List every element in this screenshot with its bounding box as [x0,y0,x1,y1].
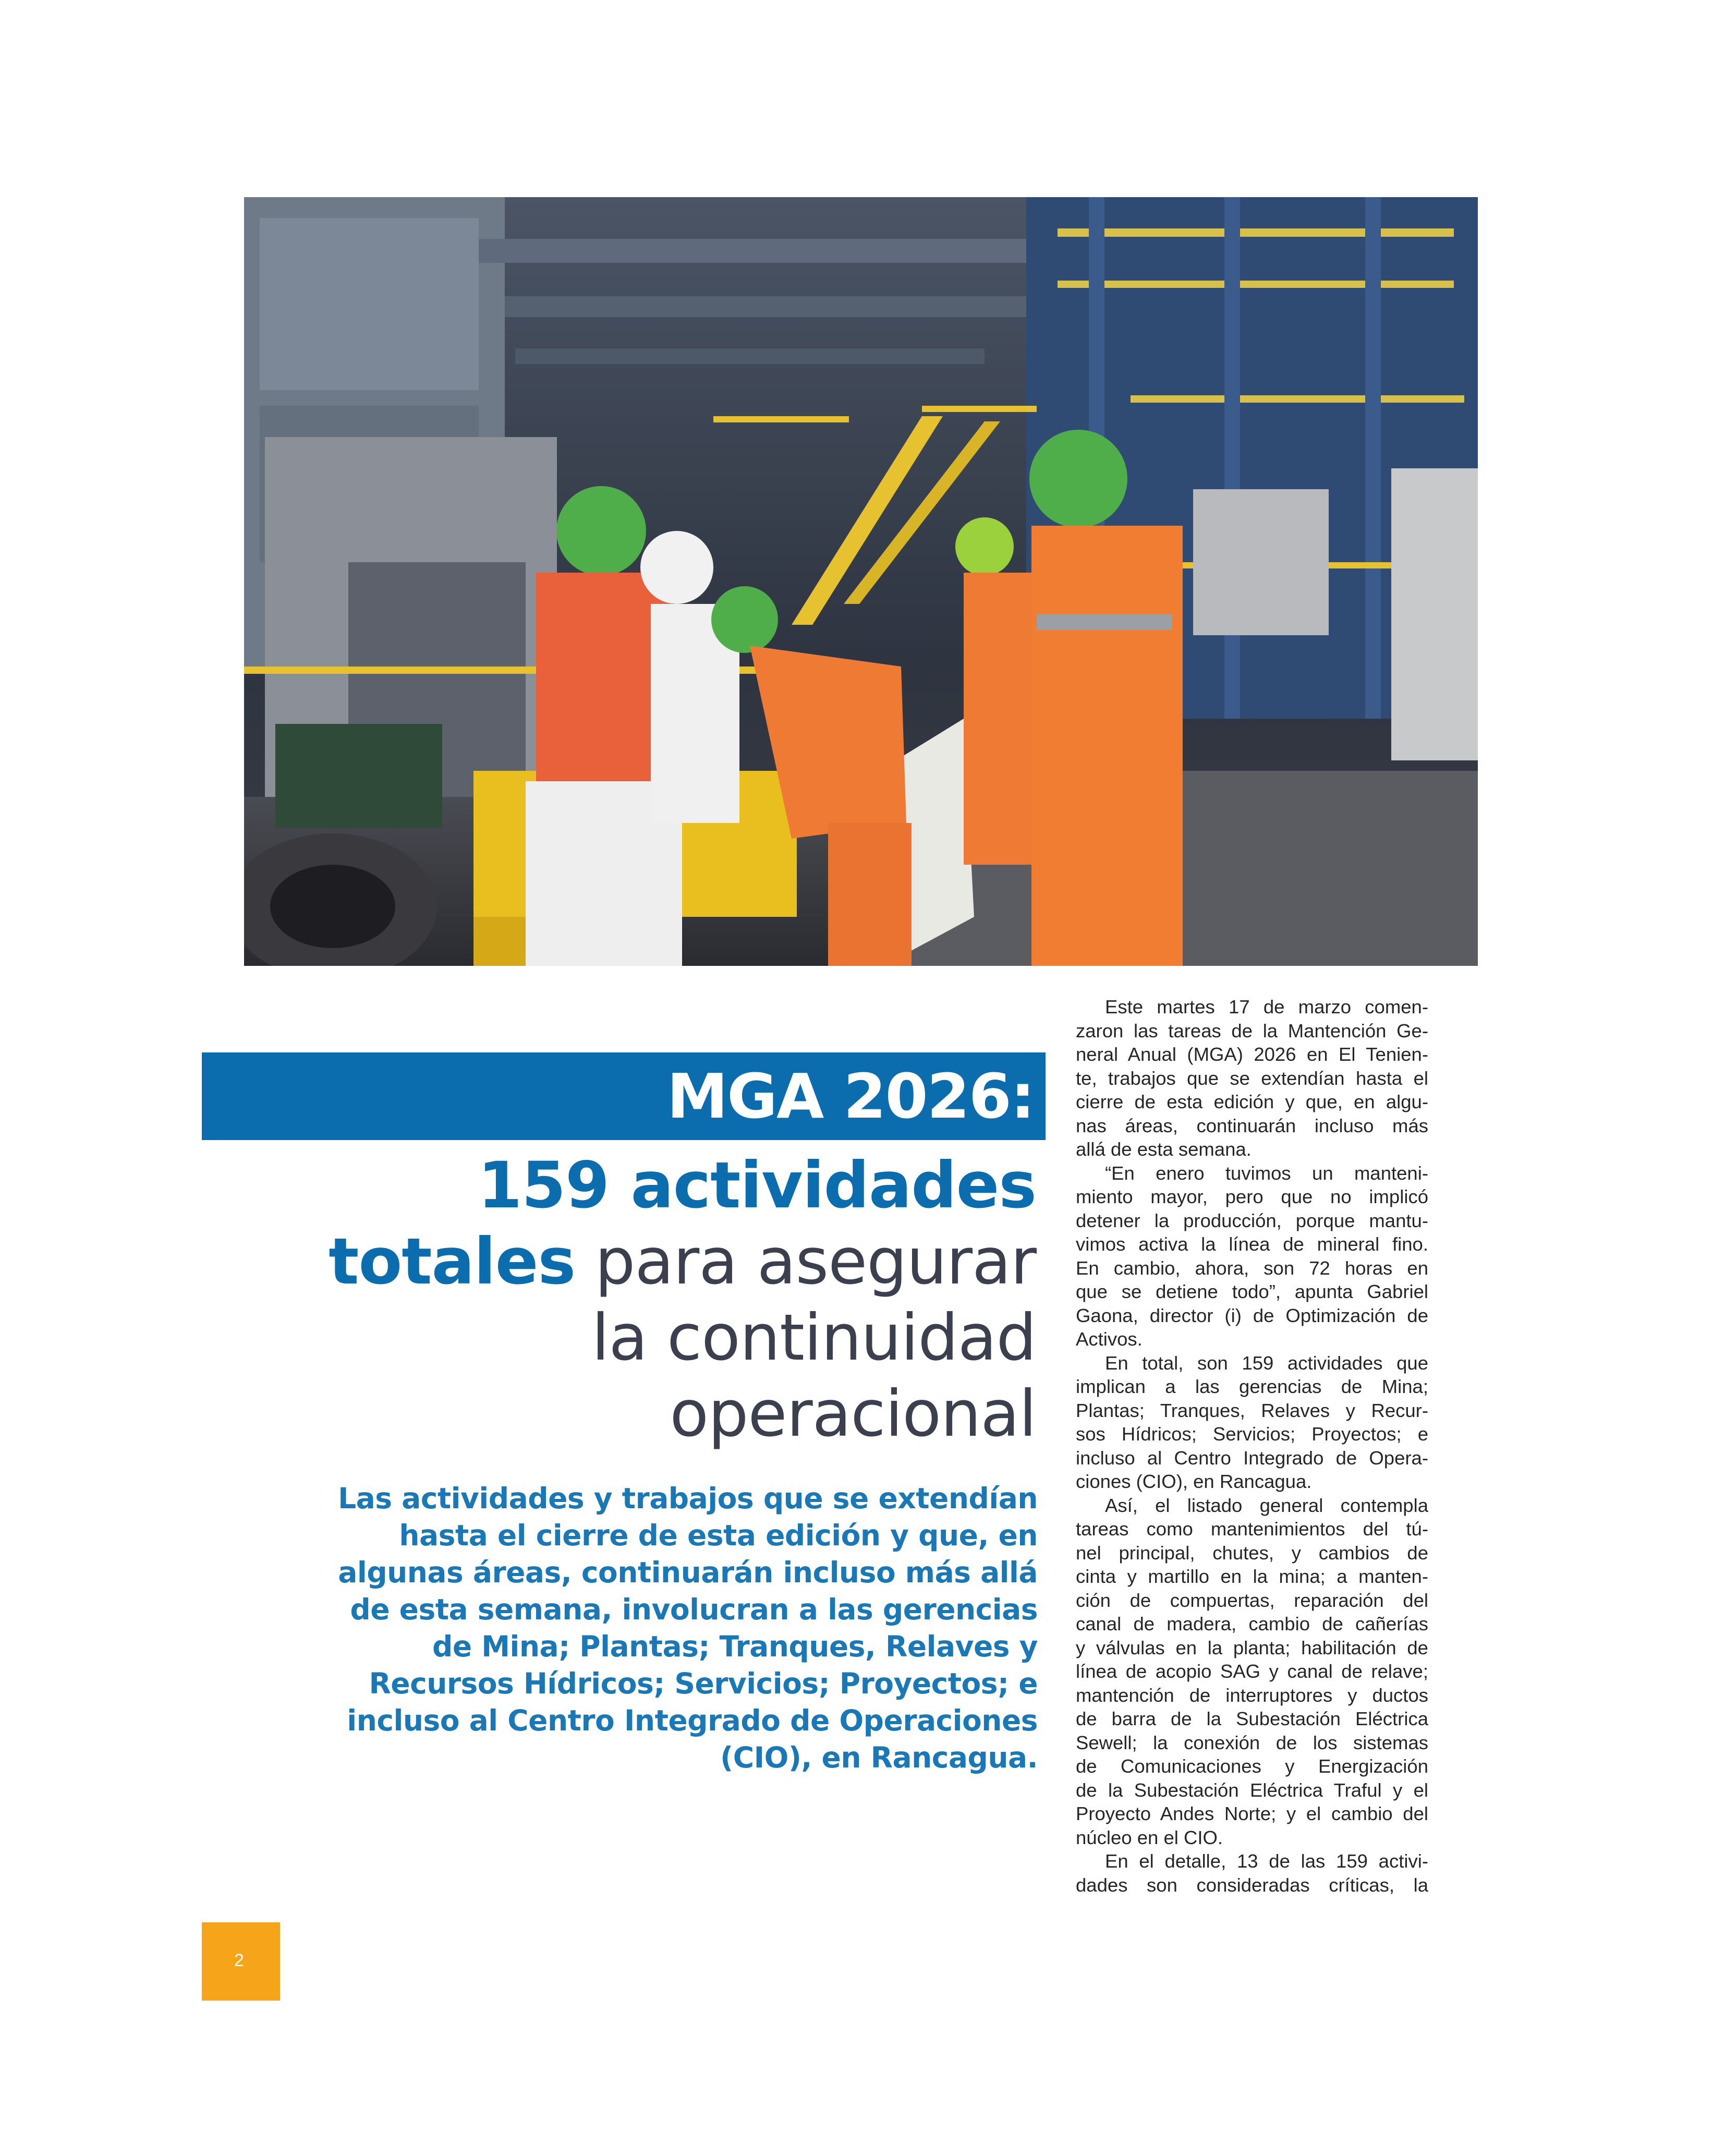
headline-line [202,1376,1036,1452]
body-line: que se detiene todo”, apunta Gabriel [1076,1281,1428,1302]
body-line: Sewell; la conexión de los sistemas [1076,1731,1428,1753]
body-line: y válvulas en la planta; habilitación de [1076,1637,1428,1658]
body-paragraph [1076,1161,1428,1351]
lead-line: de esta semana, involucran a las gerencias [350,1593,1038,1626]
body-line: incluso al Centro Integrado de Opera- [1076,1447,1428,1469]
body-line: línea de acopio SAG y canal de relave; [1076,1661,1428,1682]
body-line: núcleo en el CIO. [1076,1826,1223,1848]
hero-photo [244,197,1478,966]
lead-line: Las actividades y trabajos que se extendían [338,1482,1038,1515]
headline-rest: la continuidad [591,1301,1036,1375]
body-line: En cambio, ahora, son 72 horas en [1076,1257,1428,1279]
body-line: ciones (CIO), en Rancagua. [1076,1471,1312,1492]
title-band [202,1052,1046,1140]
headline-line [202,1147,1036,1224]
body-line: nel principal, chutes, y cambios de [1076,1542,1428,1564]
photo-icon [244,197,1478,966]
body-paragraph [1076,1849,1428,1897]
headline-line [202,1224,1036,1300]
body-line: Gaona, director (i) de Optimización de [1076,1304,1428,1326]
body-line: dades son consideradas críticas, la [1076,1874,1428,1896]
body-paragraph [1076,1494,1428,1850]
lead-line: de Mina; Plantas; Tranques, Relaves y [432,1630,1038,1663]
body-line: de la Subestación Eléctrica Traful y el [1076,1779,1428,1801]
headline-strong: 159 actividades [478,1148,1036,1222]
body-line: En el detalle, 13 de las 159 activi- [1105,1850,1428,1872]
headline [202,1147,1036,1452]
body-line: mantención de interruptores y ductos [1076,1684,1428,1706]
headline-rest: operacional [670,1377,1036,1451]
page-number-badge [202,1922,280,2001]
body-line: tareas como mantenimientos del tú- [1076,1518,1428,1540]
body-paragraph [1076,1351,1428,1494]
body-line: zaron las tareas de la Mantención Ge- [1076,1020,1428,1041]
body-line: neral Anual (MGA) 2026 en El Tenien- [1076,1044,1428,1065]
body-line: cierre de esta edición y que, en algu- [1076,1091,1428,1112]
body-line: “En enero tuvimos un manteni- [1105,1162,1428,1184]
lead-line: hasta el cierre de esta edición y que, en [399,1519,1038,1552]
title-band-text: MGA 2026: [666,1060,1034,1132]
body-line: Este martes 17 de marzo comen- [1105,996,1428,1018]
body-line: Proyecto Andes Norte; y el cambio del [1076,1803,1428,1824]
body-line: de Comunicaciones y Energización [1076,1755,1428,1777]
body-line: ción de compuertas, reparación del [1076,1589,1428,1611]
body-line: En total, son 159 actividades que [1105,1352,1428,1374]
body-line: miento mayor, pero que no implicó [1076,1186,1428,1207]
body-line: cinta y martillo en la mina; a manten- [1076,1566,1428,1587]
page-number: 2 [234,1951,244,1970]
body-line: de barra de la Subestación Eléctrica [1076,1708,1428,1729]
body-line: Así, el listado general contempla [1105,1494,1428,1516]
body-line: detener la producción, porque mantu- [1076,1209,1428,1231]
lead-paragraph [313,1480,1038,1776]
lead-line: (CIO), en Rancagua. [720,1741,1038,1774]
body-line: Activos. [1076,1328,1143,1350]
lead-line: Recursos Hídricos; Servicios; Proyectos; e [369,1667,1038,1700]
lead-line: incluso al Centro Integrado de Operaciones [347,1704,1038,1737]
body-line: canal de madera, cambio de cañerías [1076,1613,1428,1634]
body-line: allá de esta semana. [1076,1138,1252,1160]
headline-rest: para asegurar [575,1225,1036,1299]
body-line: Plantas; Tranques, Relaves y Recur- [1076,1399,1428,1421]
body-column [1076,995,1428,1897]
lead-line: algunas áreas, continuarán incluso más allá [338,1556,1038,1589]
body-line: implican a las gerencias de Mina; [1076,1376,1428,1397]
body-line: sos Hídricos; Servicios; Proyectos; e [1076,1423,1428,1445]
body-line: nas áreas, continuarán incluso más [1076,1115,1428,1136]
headline-strong: totales [329,1225,576,1299]
body-line: te, trabajos que se extendían hasta el [1076,1067,1428,1089]
headline-line [202,1300,1036,1376]
body-paragraph [1076,995,1428,1161]
body-line: vimos activa la línea de mineral fino. [1076,1233,1428,1255]
